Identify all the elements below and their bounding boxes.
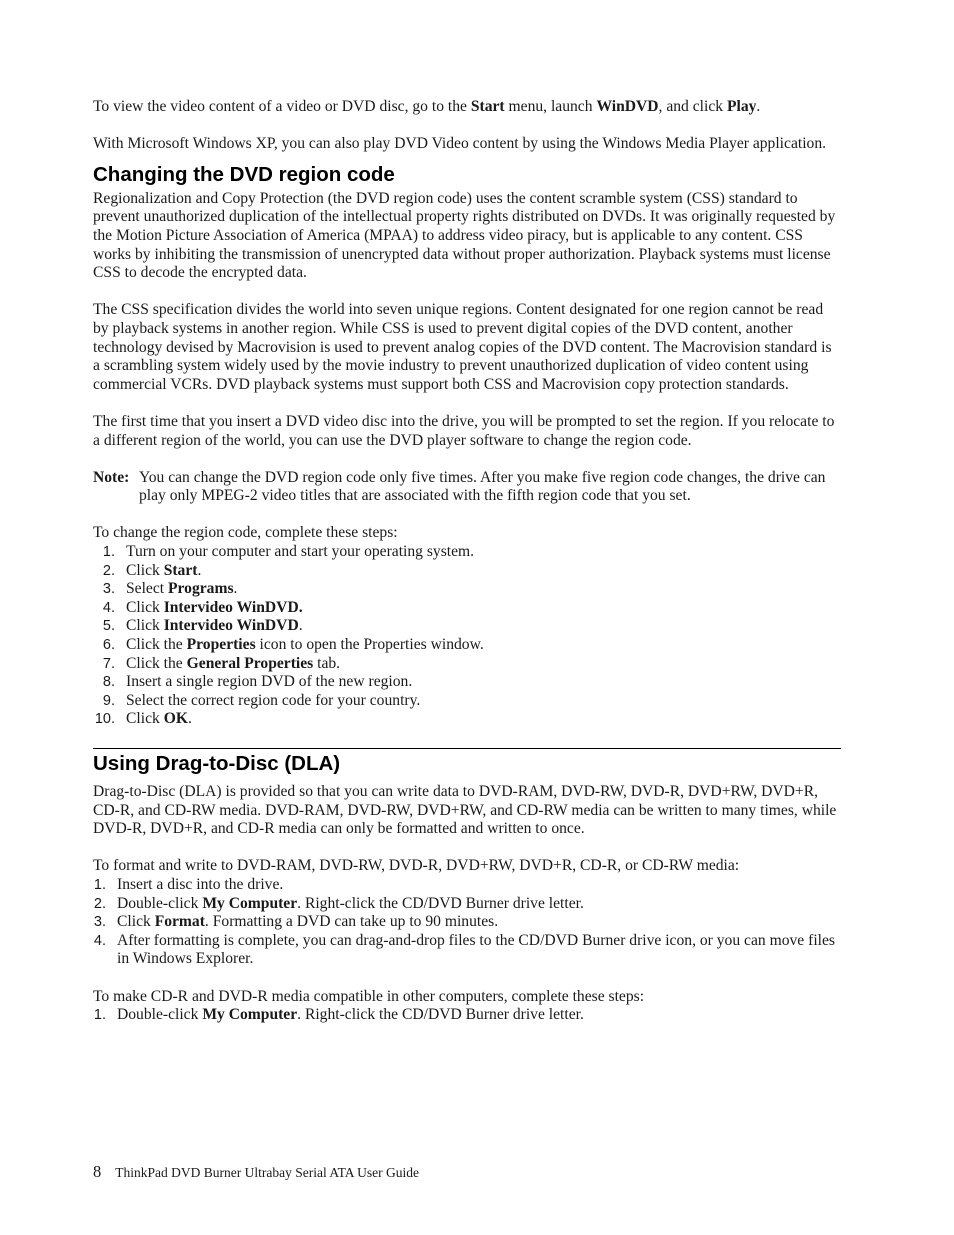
- list-item: 1. Double-click My Computer. Right-click the CD/DVD Burner drive letter.: [93, 1006, 584, 1024]
- section-divider: [93, 748, 841, 749]
- list-item: 7. Click the General Properties tab.: [102, 654, 341, 672]
- list-item: 6. Click the Properties icon to open the Properties window.: [102, 636, 484, 654]
- list-item: 1. Insert a disc into the drive.: [93, 875, 284, 893]
- list-item: 3. Select Programs.: [102, 580, 238, 598]
- compat-steps-intro: To make CD-R and DVD-R media compatible in other computers, complete these steps:: [93, 987, 645, 1005]
- page-number: 8: [93, 1162, 102, 1181]
- region-paragraph-2: The CSS specification divides the world into seven unique regions. Content designated for one region cannot be read by playback systems in another region. While CSS is used to prevent digital copies of the DVD content, another technology devised by Macrovision is used to prevent analog copies of the DVD content. The Macrovision standard is a scrambling system widely used by the movie industry to prevent unauthorized duplication of video content using commercial VCRs. DVD playback systems must support both CSS and Macrovision copy protection standards.: [93, 301, 832, 393]
- dla-paragraph-1: Drag-to-Disc (DLA) is provided so that you can write data to DVD-RAM, DVD-RW, DVD-R, DVD+RW, DVD+R, CD-R, and CD-RW media. DVD-RAM, DVD-RW, DVD+RW, and CD-RW media can be written to many times, while DVD-R, DVD+R, and CD-R media can only be formatted and written to once.: [93, 783, 837, 838]
- format-steps-intro: To format and write to DVD-RAM, DVD-RW, DVD-R, DVD+RW, DVD+R, CD-R, or CD-RW media:: [93, 857, 740, 875]
- list-item: 2. Click Start.: [102, 561, 202, 579]
- intro-paragraph-media-player: With Microsoft Windows XP, you can also play DVD Video content by using the Windows Media Player application.: [93, 135, 827, 153]
- list-item: 1. Turn on your computer and start your operating system.: [102, 543, 475, 561]
- note-label: Note:: [93, 468, 130, 486]
- list-item: 9. Select the correct region code for your country.: [102, 691, 421, 709]
- compat-steps-list: [93, 1006, 841, 1025]
- format-steps-list: [93, 876, 841, 969]
- region-paragraph-3: The first time that you insert a DVD video disc into the drive, you will be prompted to set the region. If you relocate to a different region of the world, you can use the DVD player software to change the region code.: [93, 412, 835, 449]
- list-item: 8. Insert a single region DVD of the new region.: [102, 673, 413, 691]
- region-paragraph-1: Regionalization and Copy Protection (the DVD region code) uses the content scramble system (CSS) standard to prevent unauthorized duplication of the intellectual property rights distributed on DVDs. It was originally requested by the Motion Picture Association of America (MPAA) to address video piracy, but is applicable to any content. CSS works by inhibiting the transmission of unencrypted data without proper authorization. Playback systems must license CSS to decode the encrypted data.: [93, 189, 836, 282]
- list-item: 3. Click Format. Formatting a DVD can take up to 90 minutes.: [93, 913, 499, 931]
- list-item: 2. Double-click My Computer. Right-click the CD/DVD Burner drive letter.: [93, 894, 584, 912]
- list-item: 5. Click Intervideo WinDVD.: [102, 617, 303, 635]
- document-page: [93, 98, 841, 1025]
- section-heading-dla: Using Drag-to-Disc (DLA): [93, 752, 341, 775]
- section-heading-region: Changing the DVD region code: [93, 162, 395, 186]
- list-item: 10. Click OK.: [94, 710, 192, 728]
- note-text: You can change the DVD region code only five times. After you make five region code changes, the drive can play only MPEG-2 video titles that are associated with the fifth region code that you set.: [139, 468, 826, 505]
- page-footer: [93, 1162, 419, 1182]
- region-steps-list: [93, 543, 841, 729]
- footer-title: ThinkPad DVD Burner Ultrabay Serial ATA User Guide: [115, 1165, 419, 1180]
- list-item: 4. After formatting is complete, you can drag-and-drop files to the CD/DVD Burner drive icon, or you can move files in Windows Explorer.: [93, 931, 835, 968]
- region-steps-intro: To change the region code, complete these steps:: [93, 524, 398, 542]
- list-item: 4. Click Intervideo WinDVD.: [102, 598, 303, 616]
- intro-paragraph-play: To view the video content of a video or DVD disc, go to the Start menu, launch WinDVD, and click Play.: [93, 98, 761, 115]
- note-block: [93, 469, 841, 506]
